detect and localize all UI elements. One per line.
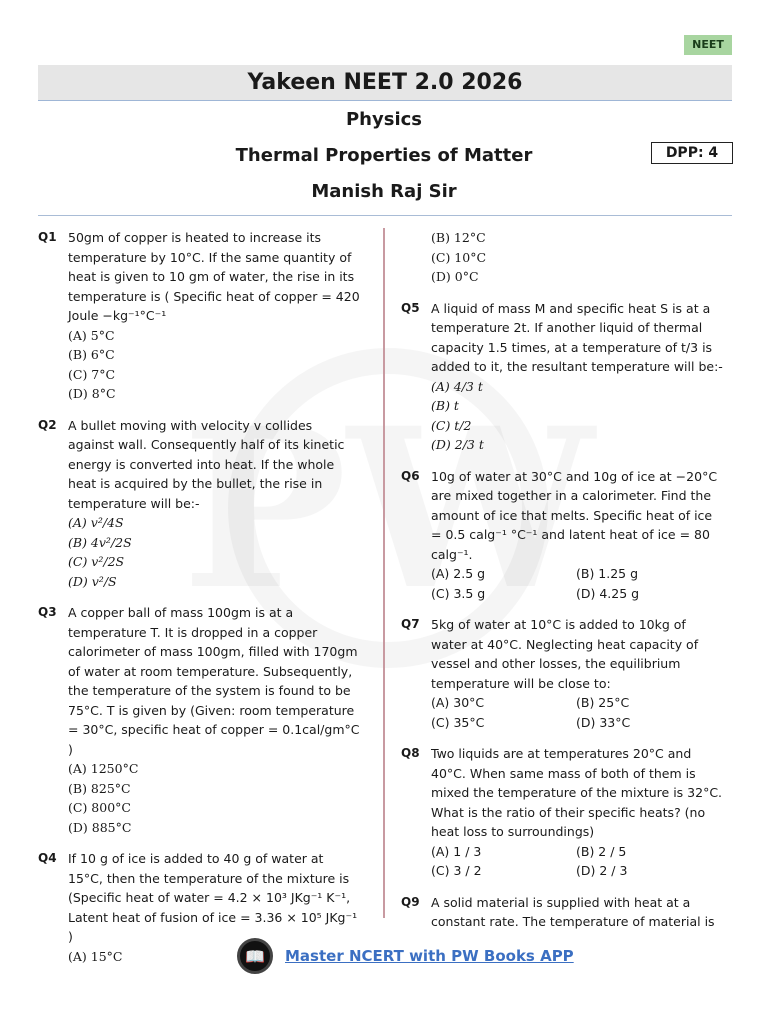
subject-heading: Physics (345, 109, 422, 130)
option-c: (C) 3 / 2 (431, 863, 482, 878)
question-6 (401, 467, 723, 604)
option-a: (A) 1 / 3 (431, 843, 482, 859)
neet-badge: NEET (684, 35, 732, 55)
option-c: (C) v²/2S (68, 554, 125, 569)
question-text: 50gm of copper is heated to increase its temperature by 10°C. If the same quantity of heat is given to 10 gm of water, the rise in its temperature is ( Specific heat of copper = 420 Joule −kg⁻¹°C⁻¹ (68, 230, 360, 323)
question-text: A liquid of mass M and specific heat S is at a temperature 2t. If another liquid of thermal capacity 1.5 times, at a temperature of t/3 is added to it, the resultant temperature will be:- (431, 300, 723, 374)
column-divider (383, 228, 385, 918)
options-grid (431, 564, 723, 603)
question-1 (38, 228, 360, 404)
option-a: (A) 1250°C (68, 761, 139, 776)
question-number: Q3 (38, 605, 57, 619)
left-column (38, 228, 360, 978)
option-d: (D) 4.25 g (576, 585, 640, 601)
footer-promo (237, 938, 574, 974)
question-text: If 10 g of ice is added to 40 g of water at 15°C, then the temperature of the mixture is (Specific heat of water = 4.2 × 10³ JKg⁻¹ K⁻¹, Latent heat of fusion of ice = 3.36 × 10⁵ JKg⁻¹ ) (68, 851, 358, 944)
option-b: (B) 6°C (68, 347, 115, 362)
question-2 (38, 416, 360, 592)
option-d: (D) 0°C (431, 269, 479, 284)
options-grid (431, 842, 723, 881)
option-a: (A) 5°C (68, 327, 115, 343)
option-d: (D) 8°C (68, 386, 116, 401)
option-a: (A) 30°C (431, 695, 485, 710)
options-grid (431, 693, 723, 732)
option-a: (A) 4/3 t (431, 378, 483, 394)
option-a: (A) v²/4S (68, 515, 124, 530)
option-a: (A) 2.5 g (431, 566, 486, 581)
question-8 (401, 744, 723, 881)
teacher-heading: Manish Raj Sir (311, 181, 457, 202)
option-d: (D) v²/S (68, 573, 117, 589)
question-text: 5kg of water at 10°C is added to 10kg of water at 40°C. Neglecting heat capacity of vessel and other losses, the equilibrium temperature will be close to: (431, 617, 699, 691)
option-b: (B) 12°C (431, 230, 486, 245)
option-c: (C) 800°C (68, 800, 131, 815)
page-title: Yakeen NEET 2.0 2026 (38, 65, 732, 101)
question-text: 10g of water at 30°C and 10g of ice at −20°C are mixed together in a calorimeter. Find the amount of ice that melts. Specific heat of ice = 0.5 calg⁻¹ °C⁻¹ and latent heat of ice = 80 calg⁻¹. (431, 468, 718, 562)
book-icon: 📖 (237, 938, 273, 974)
option-b: (B) t (431, 398, 459, 413)
question-9 (401, 893, 723, 932)
question-5 (401, 299, 723, 455)
option-b: (B) 4v²/2S (68, 534, 132, 550)
option-c: (C) 10°C (431, 249, 487, 265)
question-number: Q2 (38, 417, 57, 432)
dpp-number-box: DPP: 4 (651, 142, 733, 164)
option-c: (C) 7°C (68, 366, 116, 382)
option-d: (D) 2 / 3 (576, 863, 628, 878)
question-number: Q4 (38, 851, 57, 865)
option-d: (D) 33°C (576, 714, 631, 730)
question-number: Q6 (401, 468, 420, 483)
option-c: (C) 3.5 g (431, 585, 486, 601)
header-divider (38, 215, 732, 216)
question-number: Q7 (401, 617, 420, 631)
question-text: A copper ball of mass 100gm is at a temperature T. It is dropped in a copper calorimeter of mass 100gm, filled with 170gm of water at room temperature. Subsequently, the temperature of the system is found to be 75°C. T is given by (Given: room temperature = 30°C, specific heat of copper = 0.1cal/gm°C ) (68, 605, 360, 757)
question-text: A bullet moving with velocity v collides against wall. Consequently half of its kinetic energy is converted into heat. If the whole heat is acquired by the bullet, the rise in temperature will be:- (68, 417, 345, 511)
option-b: (B) 825°C (68, 780, 131, 796)
question-7 (401, 615, 723, 732)
question-text: A solid material is supplied with heat at a constant rate. The temperature of material is (431, 894, 715, 929)
option-c: (C) 35°C (431, 714, 485, 730)
question-4-continued (401, 228, 723, 287)
option-b: (B) 2 / 5 (576, 843, 627, 859)
option-a: (A) 15°C (68, 948, 123, 964)
question-3 (38, 603, 360, 837)
option-b: (B) 1.25 g (576, 566, 639, 581)
question-number: Q9 (401, 894, 420, 909)
question-text: Two liquids are at temperatures 20°C and 40°C. When same mass of both of them is mixed the temperature of the mixture is 32°C. What is the ratio of their specific heats? (no heat loss to surroundings) (431, 746, 723, 839)
question-number: Q5 (401, 300, 420, 315)
option-b: (B) 25°C (576, 695, 630, 710)
right-column (401, 228, 723, 944)
option-c: (C) t/2 (431, 417, 472, 433)
pw-books-app-link[interactable]: Master NCERT with PW Books APP (285, 947, 574, 965)
question-number: Q1 (38, 230, 57, 244)
question-number: Q8 (401, 746, 420, 760)
option-d: (D) 2/3 t (431, 437, 484, 452)
chapter-heading: Thermal Properties of Matter (235, 145, 533, 166)
option-d: (D) 885°C (68, 819, 132, 835)
